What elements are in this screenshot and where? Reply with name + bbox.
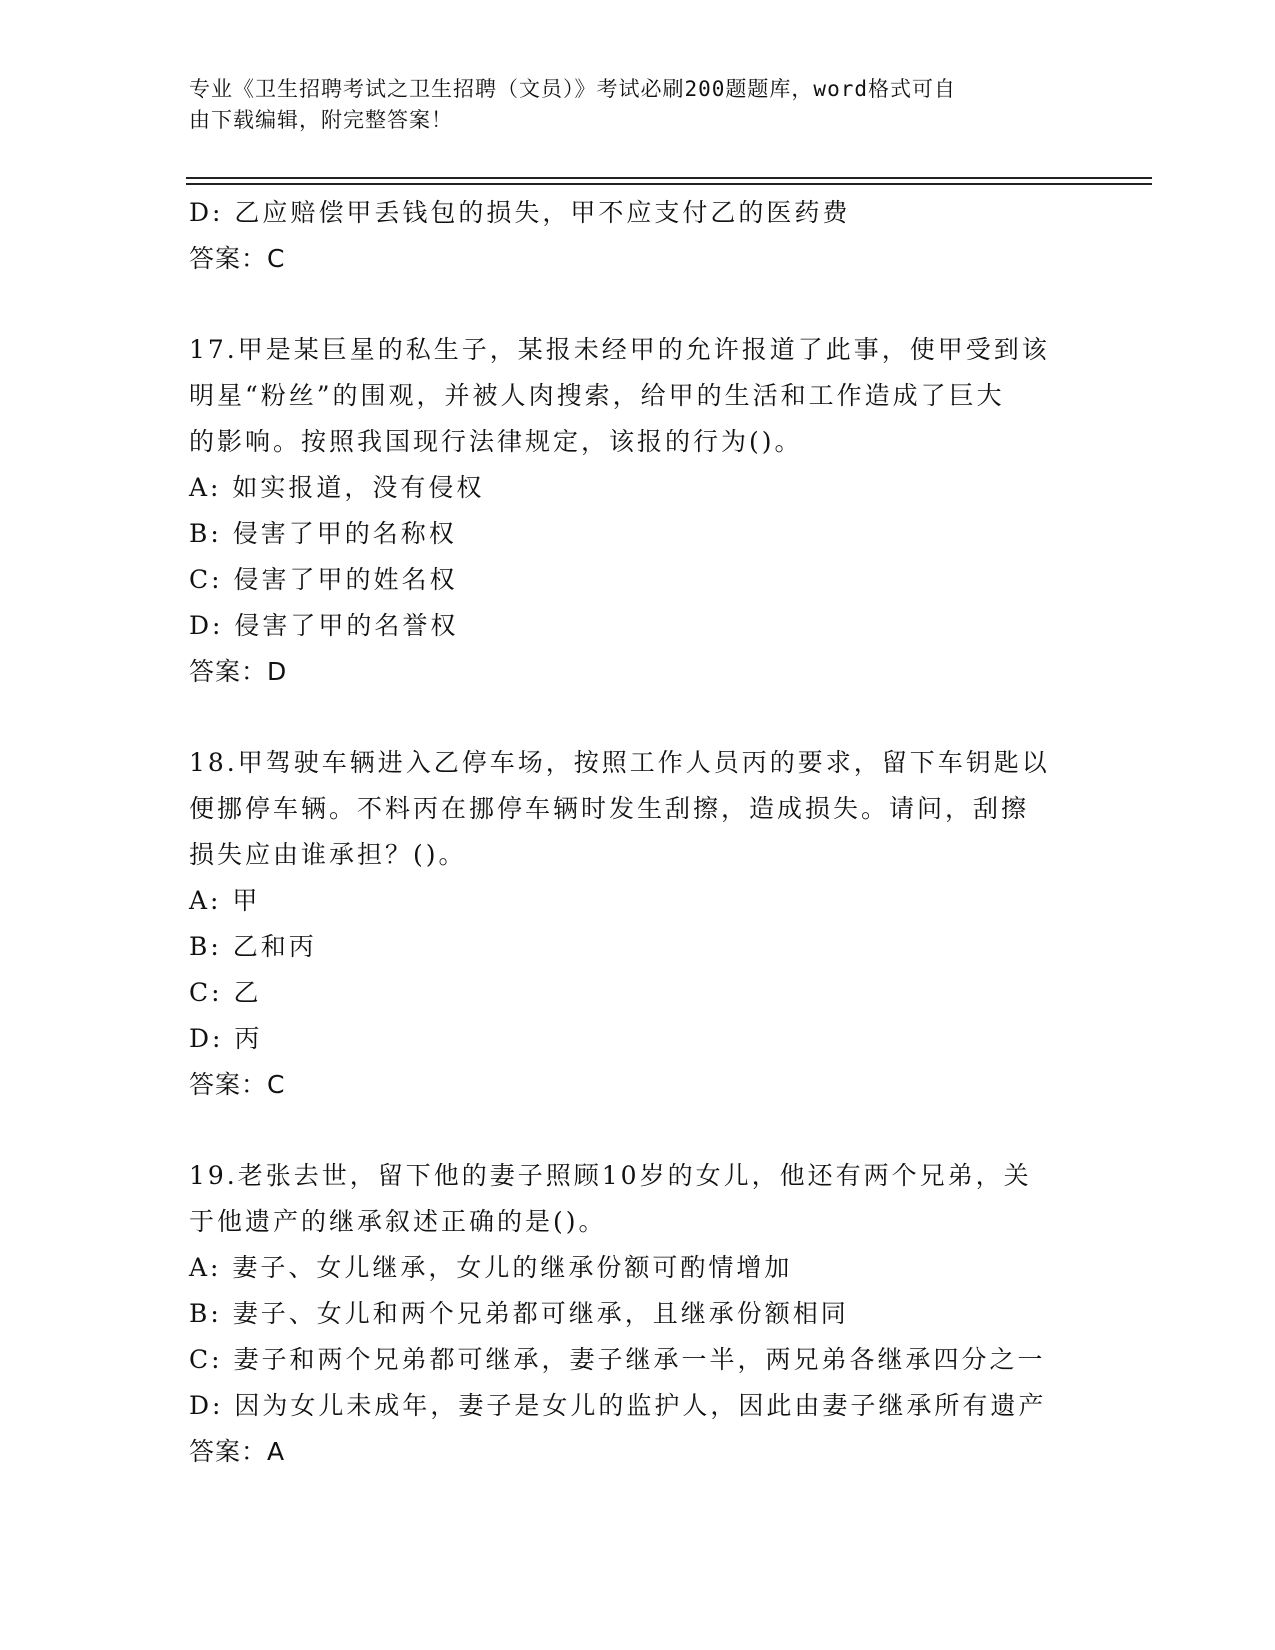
- question-text-line: 明星“粉丝”的围观，并被人肉搜索，给甲的生活和工作造成了巨大: [189, 381, 1005, 410]
- question-text-line: 损失应由谁承担？()。: [189, 840, 467, 869]
- option-c: C: 侵害了甲的姓名权: [189, 565, 458, 594]
- header-divider-bottom: [186, 183, 1152, 185]
- option-c: C: 妻子和两个兄弟都可继承，妻子继承一半，两兄弟各继承四分之一: [189, 1345, 1046, 1374]
- option-b: B: 乙和丙: [189, 932, 317, 961]
- option-c: C: 乙: [189, 978, 262, 1007]
- answer: 答案：C: [189, 1070, 286, 1099]
- answer: 答案：D: [189, 657, 288, 686]
- option-a: A: 如实报道，没有侵权: [189, 473, 485, 502]
- question-17: [189, 327, 1089, 695]
- header-line-1: 专业《卫生招聘考试之卫生招聘（文员）》考试必刷200题题库，word格式可自: [189, 77, 956, 101]
- option-b: B: 妻子、女儿和两个兄弟都可继承，且继承份额相同: [189, 1299, 849, 1328]
- document-body: [189, 190, 1089, 1475]
- option-d: D: 因为女儿未成年，妻子是女儿的监护人，因此由妻子继承所有遗产: [189, 1391, 1047, 1420]
- question-text-line: 19.老张去世，留下他的妻子照顾10岁的女儿，他还有两个兄弟，关: [189, 1161, 1032, 1190]
- option-a: A: 妻子、女儿继承，女儿的继承份额可酌情增加: [189, 1253, 793, 1282]
- answer: 答案：A: [189, 1437, 286, 1466]
- question-text-line: 的影响。按照我国现行法律规定，该报的行为()。: [189, 427, 803, 456]
- option-a: A: 甲: [189, 886, 261, 915]
- option-d: D: 乙应赔偿甲丢钱包的损失，甲不应支付乙的医药费: [189, 198, 851, 227]
- question-text-line: 便挪停车辆。不料丙在挪停车辆时发生刮擦，造成损失。请问，刮擦: [189, 794, 1030, 823]
- document-header: [189, 74, 1069, 136]
- question-18: [189, 740, 1089, 1108]
- option-d: D: 丙: [189, 1024, 263, 1053]
- question-text-line: 18.甲驾驶车辆进入乙停车场，按照工作人员丙的要求，留下车钥匙以: [189, 748, 1050, 777]
- question-19: [189, 1153, 1089, 1475]
- answer: 答案：C: [189, 244, 286, 273]
- question-text-line: 于他遗产的继承叙述正确的是()。: [189, 1207, 607, 1236]
- header-divider-top: [186, 177, 1152, 179]
- header-line-2: 由下载编辑，附完整答案！: [189, 108, 453, 132]
- previous-question-tail: [189, 190, 1089, 282]
- option-b: B: 侵害了甲的名称权: [189, 519, 457, 548]
- question-text-line: 17.甲是某巨星的私生子，某报未经甲的允许报道了此事，使甲受到该: [189, 335, 1050, 364]
- option-d: D: 侵害了甲的名誉权: [189, 611, 459, 640]
